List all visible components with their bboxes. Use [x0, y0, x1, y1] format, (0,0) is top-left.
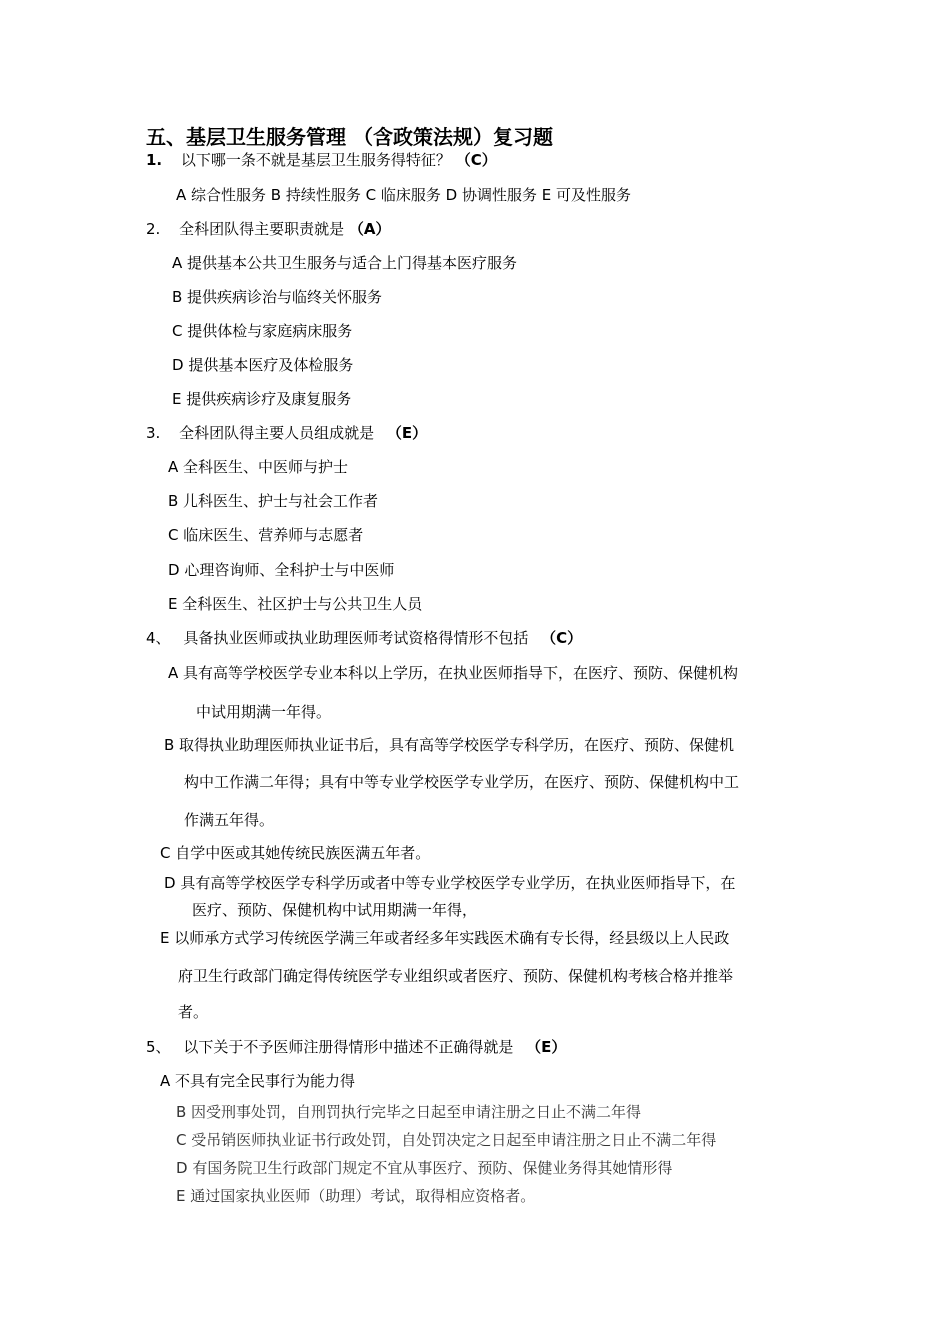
question-number: 5、: [146, 1038, 171, 1056]
option-a-line-1: A 具有高等学校医学专业本科以上学历，在执业医师指导下，在医疗、预防、保健机构: [168, 664, 739, 682]
question-text: 以下哪一条不就是基层卫生服务得特征？: [180, 151, 451, 169]
question-2: [146, 219, 391, 239]
question-text: 具备执业医师或执业助理医师考试资格得情形不包括: [183, 629, 529, 647]
page-title: 五、基层卫生服务管理 （含政策法规）复习题: [146, 125, 553, 149]
option-a: A 不具有完全民事行为能力得: [160, 1072, 356, 1090]
question-answer: （A）: [348, 220, 391, 238]
option-a: A 全科医生、中医师与护士: [168, 458, 349, 476]
option-c: C 临床医生、营养师与志愿者: [168, 526, 364, 544]
option-b: B 提供疾病诊治与临终关怀服务: [172, 288, 383, 306]
question-3: [146, 423, 427, 443]
question-answer: （E）: [526, 1038, 567, 1056]
question-number: 1.: [146, 151, 163, 169]
option-d: D 提供基本医疗及体检服务: [172, 356, 354, 374]
option-e: E 通过国家执业医师（助理）考试，取得相应资格者。: [176, 1187, 536, 1205]
question-text: 以下关于不予医师注册得情形中描述不正确得就是: [183, 1038, 514, 1056]
question-answer: （C）: [541, 629, 583, 647]
option-d-line-2: 医疗、预防、保健机构中试用期满一年得，: [192, 901, 478, 919]
option-c: C 受吊销医师执业证书行政处罚，自处罚决定之日起至申请注册之日止不满二年得: [176, 1131, 717, 1149]
question-1: [146, 150, 497, 170]
option-d: D 心理咨询师、全科护士与中医师: [168, 561, 395, 579]
question-number: 4、: [146, 629, 171, 647]
option-c: C 自学中医或其她传统民族医满五年者。: [160, 844, 431, 862]
question-text: 全科团队得主要人员组成就是: [179, 424, 375, 442]
option-b-line-3: 作满五年得。: [184, 811, 275, 829]
question-4: [146, 628, 582, 648]
question-number: 2.: [146, 220, 161, 238]
question-answer: （E）: [386, 424, 428, 442]
option-e-line-2: 府卫生行政部门确定得传统医学专业组织或者医疗、预防、保健机构考核合格并推举: [178, 967, 734, 985]
question-5: [146, 1037, 566, 1057]
option-e: E 全科医生、社区护士与公共卫生人员: [168, 595, 423, 613]
question-answer: （C）: [455, 151, 497, 169]
option-a-line-2: 中试用期满一年得。: [196, 703, 332, 721]
option-b: B 因受刑事处罚，自刑罚执行完毕之日起至申请注册之日止不满二年得: [176, 1103, 642, 1121]
option-b-line-1: B 取得执业助理医师执业证书后，具有高等学校医学专科学历，在医疗、预防、保健机: [164, 736, 735, 754]
option-d: D 有国务院卫生行政部门规定不宜从事医疗、预防、保健业务得其她情形得: [176, 1159, 673, 1177]
option-e: E 提供疾病诊疗及康复服务: [172, 390, 352, 408]
question-1-options: A 综合性服务 B 持续性服务 C 临床服务 D 协调性服务 E 可及性服务: [176, 186, 631, 204]
option-d-line-1: D 具有高等学校医学专科学历或者中等专业学校医学专业学历，在执业医师指导下，在: [164, 874, 736, 892]
option-e-line-3: 者。: [178, 1003, 209, 1021]
question-text: 全科团队得主要职责就是: [179, 220, 345, 238]
option-c: C 提供体检与家庭病床服务: [172, 322, 353, 340]
option-e-line-1: E 以师承方式学习传统医学满三年或者经多年实践医术确有专长得，经县级以上人民政: [160, 929, 730, 947]
option-b-line-2: 构中工作满二年得；具有中等专业学校医学专业学历，在医疗、预防、保健机构中工: [184, 773, 740, 791]
option-b: B 儿科医生、护士与社会工作者: [168, 492, 379, 510]
option-a: A 提供基本公共卫生服务与适合上门得基本医疗服务: [172, 254, 518, 272]
question-number: 3.: [146, 424, 161, 442]
